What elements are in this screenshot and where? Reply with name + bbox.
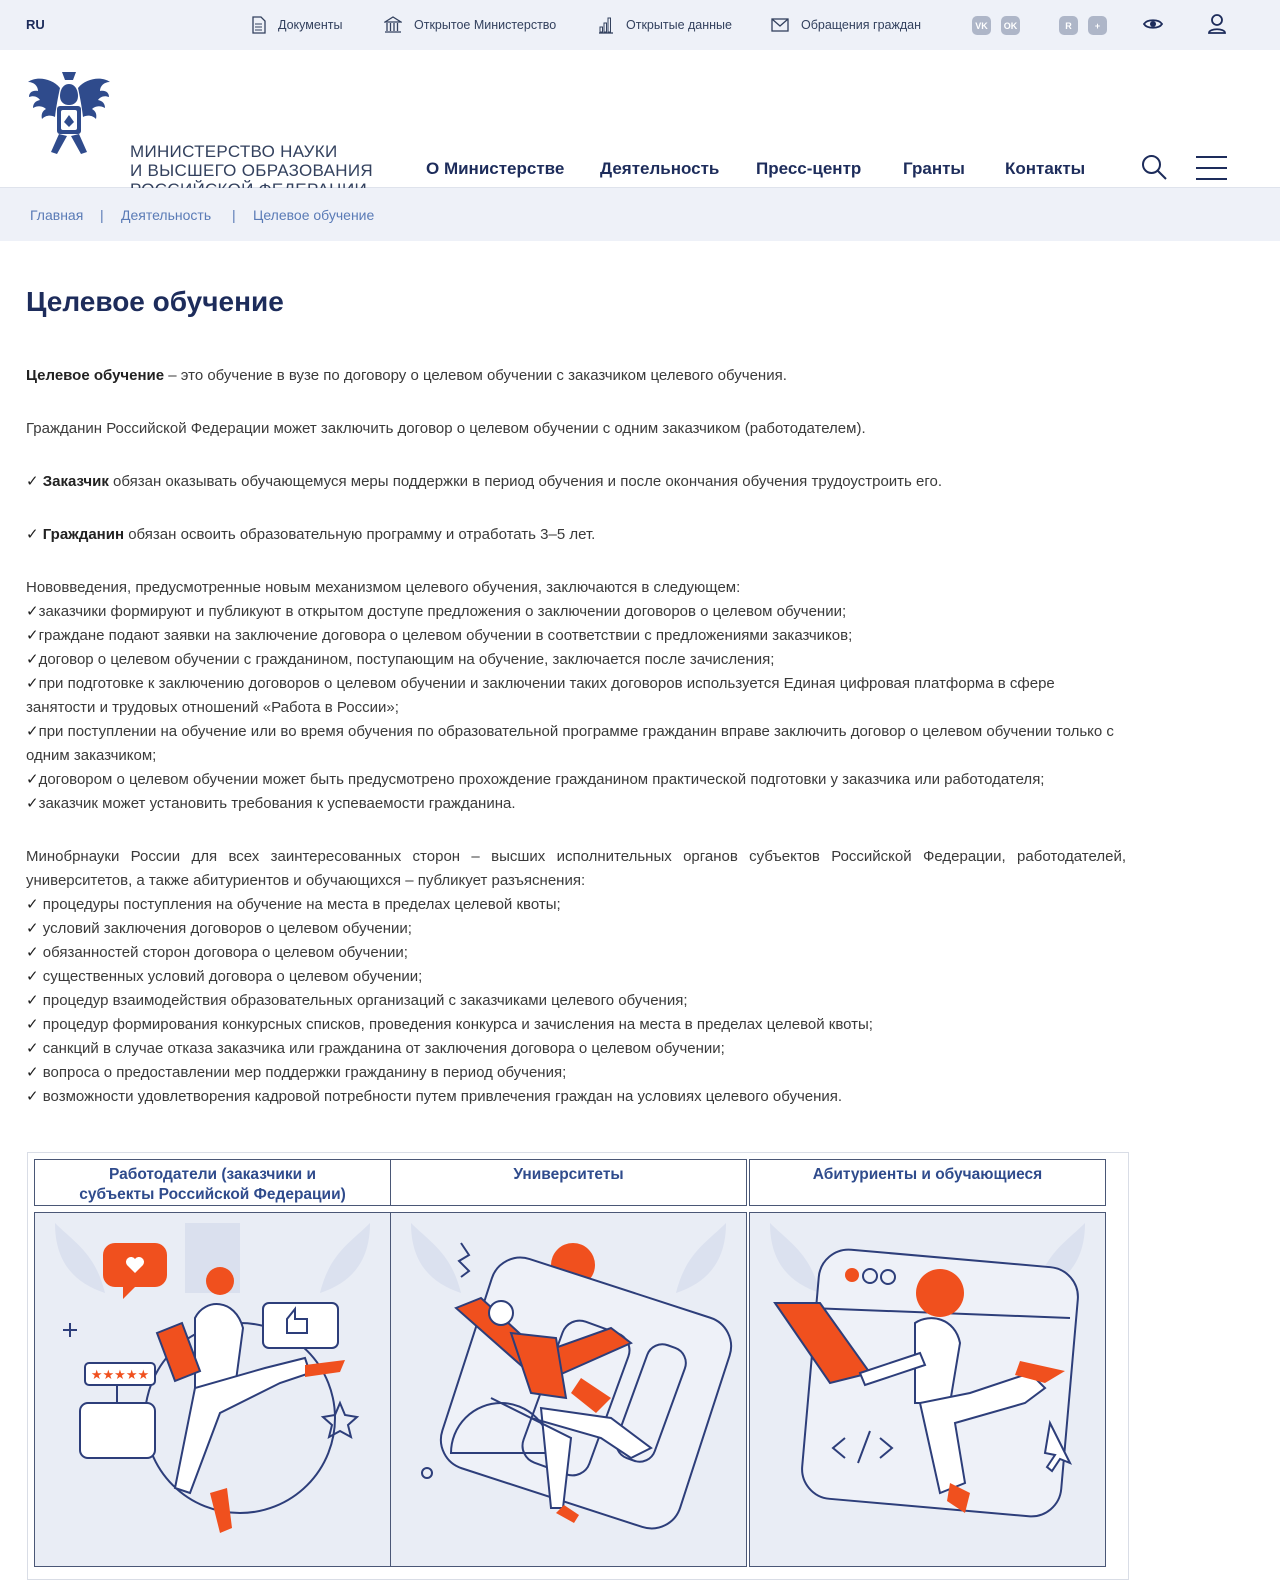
check-mark: ✓ [26, 771, 39, 788]
open-ministry-link[interactable] [384, 0, 556, 50]
check-mark: ✓ [26, 473, 39, 490]
rutube-icon[interactable]: R [1059, 16, 1078, 35]
list-item: ✓ санкций в случае отказа заказчика или гражданина от заключения договора о целевом обучении; [26, 1040, 725, 1057]
check-mark: ✓ [26, 627, 39, 644]
universities-heading: Университеты [390, 1159, 747, 1206]
employers-illustration [34, 1212, 391, 1567]
check-mark: ✓ [26, 992, 39, 1009]
check-mark: ✓ [26, 896, 39, 913]
applicants-heading: Абитуриенты и обучающиеся [749, 1159, 1106, 1206]
breadcrumb [0, 188, 1280, 241]
list-item: ✓ условий заключения договоров о целевом обучении; [26, 920, 412, 937]
telegram-icon[interactable] [1030, 16, 1049, 35]
social-links [972, 16, 1107, 35]
list-item: ✓ возможности удовлетворения кадровой потребности путем привлечения граждан на условиях целевого обучения. [26, 1088, 843, 1105]
customer-paragraph [26, 470, 1126, 494]
breadcrumb-activity[interactable]: Деятельность [121, 207, 212, 223]
intro-paragraph [26, 364, 1126, 388]
accessibility-eye-icon[interactable] [1143, 14, 1163, 34]
page-title: Целевое обучение [26, 286, 284, 317]
building-icon [384, 16, 402, 34]
check-mark: ✓ [26, 1016, 39, 1033]
nav-grants[interactable]: Гранты [903, 159, 965, 178]
user-icon[interactable] [1207, 13, 1227, 35]
breadcrumb-home[interactable]: Главная [30, 207, 84, 223]
dzen-icon[interactable]: + [1088, 16, 1107, 35]
citizen-appeals-label: Обращения граждан [801, 18, 921, 32]
rating-stars: ★★★★★ [90, 1367, 150, 1382]
breadcrumb-separator: | [232, 207, 236, 223]
citizen-note: Гражданин Российской Федерации может заключить договор о целевом обучении с одним заказчиком (работодателем). [26, 420, 866, 437]
universities-column[interactable] [390, 1159, 747, 1206]
list-item: ✓ процедур взаимодействия образовательных организаций с заказчиками целевого обучения; [26, 992, 688, 1009]
customer-term: Заказчик [42, 473, 109, 490]
nav-about[interactable]: О Министерстве [426, 159, 565, 178]
documents-label: Документы [278, 18, 343, 32]
list-item: ✓ процедуры поступления на обучение на места в пределах целевой квоты; [26, 896, 561, 913]
article [26, 286, 1126, 1109]
citizen-term: Гражданин [42, 526, 125, 543]
list-item: ✓заказчик может установить требования к успеваемости гражданина. [26, 795, 516, 812]
nav-contacts[interactable]: Контакты [1005, 159, 1086, 178]
list-item: ✓ обязанностей сторон договора о целевом обучении; [26, 944, 408, 961]
nav-press-center[interactable]: Пресс-центр [756, 159, 862, 178]
check-mark: ✓ [26, 795, 39, 812]
document-icon [252, 16, 266, 34]
open-data-label: Открытые данные [626, 18, 732, 32]
search-icon[interactable] [1141, 154, 1167, 180]
list-item: ✓договор о целевом обучении с гражданином, поступающим на обучение, заключается после зачисления; [26, 651, 775, 668]
check-mark: ✓ [26, 944, 39, 961]
clarifications-list [26, 893, 1126, 1109]
citizen-appeals-link[interactable] [771, 0, 921, 50]
citizen-paragraph [26, 523, 1126, 547]
list-item: ✓ вопроса о предоставлении мер поддержки гражданину в период обучения; [26, 1064, 567, 1081]
innovations-list [26, 600, 1126, 816]
vk-icon[interactable]: VK [972, 16, 991, 35]
intro-term: Целевое обучение [26, 367, 165, 384]
nav-activity[interactable]: Деятельность [600, 159, 720, 178]
check-mark: ✓ [26, 1088, 39, 1105]
check-mark: ✓ [26, 723, 39, 740]
intro-text: – это обучение в вузе по договору о целевом обучении с заказчиком целевого обучения. [164, 367, 787, 384]
ministry-name-line2: И ВЫСШЕГО ОБРАЗОВАНИЯ [130, 161, 373, 180]
documents-link[interactable] [252, 0, 342, 50]
top-utility-bar [0, 0, 1280, 50]
check-mark: ✓ [26, 603, 39, 620]
citizen-text: обязан освоить образовательную программу и отработать 3–5 лет. [124, 526, 596, 543]
universities-illustration [390, 1212, 747, 1567]
list-item: ✓при подготовке к заключению договоров о целевом обучении и заключении таких договоров используется Единая цифровая платформа в сфере занятости и трудовых отношений «Работа в России»; [26, 675, 1055, 716]
menu-hamburger-icon[interactable] [1196, 156, 1227, 189]
ministry-name-line1: МИНИСТЕРСТВО НАУКИ [130, 142, 338, 161]
site-header [0, 50, 1280, 188]
list-item: ✓договором о целевом обучении может быть предусмотрено прохождение гражданином практической подготовки у заказчика или работодателя; [26, 771, 1045, 788]
check-mark: ✓ [26, 651, 39, 668]
applicants-column[interactable] [749, 1159, 1106, 1206]
open-data-link[interactable] [598, 0, 732, 50]
check-mark: ✓ [26, 1040, 39, 1057]
clarifications-intro: Минобрнауки России для всех заинтересованных сторон – высших исполнительных органов субъектов Российской Федерации, работодателей, университетов, а также абитуриентов и обучающихся – публикует разъяснения: [26, 848, 1126, 889]
list-item: ✓ существенных условий договора о целевом обучении; [26, 968, 423, 985]
list-item: ✓граждане подают заявки на заключение договора о целевом обучении в соответствии с предложениями заказчиков; [26, 627, 853, 644]
employers-column[interactable] [34, 1159, 391, 1382]
language-switch[interactable]: RU [26, 17, 45, 32]
innovations-intro: Нововведения, предусмотренные новым механизмом целевого обучения, заключаются в следующем: [26, 579, 741, 596]
applicants-illustration [749, 1212, 1106, 1567]
open-ministry-label: Открытое Министерство [414, 18, 557, 32]
breadcrumb-current: Целевое обучение [253, 207, 375, 223]
list-item: ✓при поступлении на обучение или во время обучения по образовательной программе гражданин вправе заключить договор о целевом обучении только с одним заказчиком; [26, 723, 1114, 764]
check-mark: ✓ [26, 675, 39, 692]
list-item: ✓ процедур формирования конкурсных списков, проведения конкурса и зачисления на места в пределах целевой квоты; [26, 1016, 873, 1033]
employers-heading: Работодатели (заказчики и субъекты Российской Федерации) [34, 1159, 391, 1206]
breadcrumb-separator: | [100, 207, 104, 223]
check-mark: ✓ [26, 920, 39, 937]
audience-table [27, 1152, 1129, 1580]
check-mark: ✓ [26, 1064, 39, 1081]
customer-text: обязан оказывать обучающемуся меры поддержки в период обучения и после окончания обучения трудоустроить его. [108, 473, 943, 490]
odnoklassniki-icon[interactable]: OK [1001, 16, 1020, 35]
check-mark: ✓ [26, 968, 39, 985]
list-item: ✓заказчики формируют и публикуют в открытом доступе предложения о заключении договоров о целевом обучении; [26, 603, 847, 620]
coat-of-arms-logo[interactable] [26, 70, 112, 166]
envelope-icon [771, 18, 789, 32]
bar-chart-icon [598, 16, 614, 34]
check-mark: ✓ [26, 526, 39, 543]
